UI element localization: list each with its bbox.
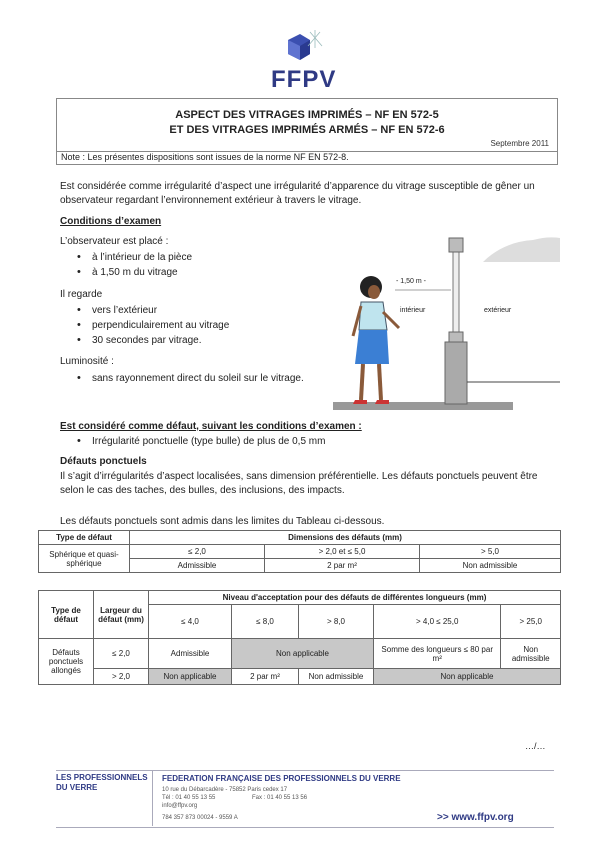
footer-tagline-1: LES PROFESSIONNELS	[56, 773, 148, 782]
looks-list	[60, 303, 320, 348]
list-item: • 30 secondes par vitrage.	[60, 333, 320, 348]
limits-text: Les défauts ponctuels sont admis dans les limites du Tableau ci-dessous.	[60, 516, 385, 527]
ponctual-heading: Défauts ponctuels	[60, 456, 147, 467]
footer-email[interactable]: info@ffpv.org	[162, 803, 198, 809]
table-cell: Admissible	[130, 559, 265, 573]
distance-label: - 1,50 m -	[396, 278, 426, 285]
logo-text: FFPV	[271, 66, 337, 93]
exterior-label: extérieur	[484, 307, 512, 314]
table-cell: > 8,0	[299, 605, 374, 639]
list-item: • à 1,50 m du vitrage	[60, 265, 320, 280]
light-list	[60, 371, 322, 386]
table-row-label: Défauts ponctuels allongés	[39, 639, 94, 685]
table-cell: Non applicable	[149, 669, 232, 685]
table-cell: > 2,0 et ≤ 5,0	[265, 545, 420, 559]
table-cell: 2 par m²	[232, 669, 299, 685]
light-label: Luminosité :	[60, 356, 114, 367]
footer-tagline	[56, 773, 148, 793]
table-cell: > 5,0	[420, 545, 561, 559]
title-line-2: ET DES VITRAGES IMPRIMÉS ARMÉS – NF EN 572-6	[169, 124, 445, 136]
intro-paragraph: Est considérée comme irrégularité d’aspect une irrégularité d’apparence du vitrage susceptible de gêner un observateur regardant l’environnement extérieur à travers le vitrage.	[60, 181, 535, 206]
logo	[280, 30, 324, 66]
title-box	[56, 98, 558, 152]
table-cell: Non admissible	[420, 559, 561, 573]
observation-illustration	[333, 232, 560, 412]
table-cell: > 4,0 ≤ 25,0	[374, 605, 501, 639]
note: Note : Les présentes dispositions sont issues de la norme NF EN 572-8.	[56, 151, 558, 165]
footer-website-link[interactable]: >> www.ffpv.org	[437, 812, 514, 823]
table-cell: ≤ 4,0	[149, 605, 232, 639]
table-cell: Non applicable	[232, 639, 374, 669]
list-item: • perpendiculairement au vitrage	[60, 318, 320, 333]
table-cell: Somme des longueurs ≤ 80 par m²	[374, 639, 501, 669]
continued-marker: …/…	[525, 741, 546, 751]
table-cell: ≤ 2,0	[94, 639, 149, 669]
table-row-label: Sphérique et quasi-sphérique	[39, 545, 130, 573]
table-cell: ≤ 2,0	[130, 545, 265, 559]
list-item: • vers l’extérieur	[60, 303, 320, 318]
defect-heading: Est considéré comme défaut, suivant les conditions d’examen :	[60, 421, 362, 432]
ponctual-text: Il s’agit d’irrégularités d’aspect localisées, sans dimension préférentielle. Les défauts ponctuels peuvent être selon le cas des taches, des bulles, des inclusions, des impacts.	[60, 471, 538, 496]
table-spherical	[38, 530, 561, 573]
interior-label: intérieur	[400, 307, 426, 314]
footer-divider	[152, 770, 153, 826]
list-item: • Irrégularité ponctuelle (type bulle) de plus de 0,5 mm	[60, 434, 460, 449]
table-cell: Non admissible	[501, 639, 561, 669]
date: Septembre 2011	[490, 139, 549, 148]
list-item: • à l’intérieur de la pièce	[60, 250, 320, 265]
list-item: • sans rayonnement direct du soleil sur le vitrage.	[60, 371, 322, 386]
table-cell: 2 par m²	[265, 559, 420, 573]
footer-address: 10 rue du Débarcadère - 75852 Paris cedex 17	[162, 787, 288, 793]
observer-list	[60, 250, 320, 280]
table-cell: ≤ 8,0	[232, 605, 299, 639]
table-cell: > 2,0	[94, 669, 149, 685]
footer-phone: Tél : 01 40 55 13 55	[162, 795, 216, 801]
logo-cube-icon	[280, 30, 324, 66]
table-cell: Non applicable	[374, 669, 561, 685]
observer-label: L’observateur est placé :	[60, 236, 169, 247]
table-header: Type de défaut	[39, 531, 130, 545]
footer-siret: 784 357 873 00024 - 9559 A	[162, 815, 238, 821]
conditions-heading: Conditions d’examen	[60, 216, 162, 227]
footer-fax: Fax : 01 40 55 13 56	[252, 795, 308, 801]
table-header: Type de défaut	[39, 591, 94, 639]
table-header: Niveau d'acceptation pour des défauts de différentes longueurs (mm)	[149, 591, 561, 605]
table-cell: > 25,0	[501, 605, 561, 639]
table-cell: Non admissible	[299, 669, 374, 685]
footer-tagline-2: DU VERRE	[56, 783, 98, 792]
looks-label: Il regarde	[60, 289, 103, 300]
table-header: Largeur du défaut (mm)	[94, 591, 149, 639]
title-line-1: ASPECT DES VITRAGES IMPRIMÉS – NF EN 572-5	[175, 109, 439, 121]
table-cell: Admissible	[149, 639, 232, 669]
footer-org: FEDERATION FRANÇAISE DES PROFESSIONNELS DU VERRE	[162, 774, 401, 783]
table-elongated	[38, 590, 561, 685]
defect-list	[60, 434, 460, 449]
table-header: Dimensions des défauts (mm)	[130, 531, 561, 545]
